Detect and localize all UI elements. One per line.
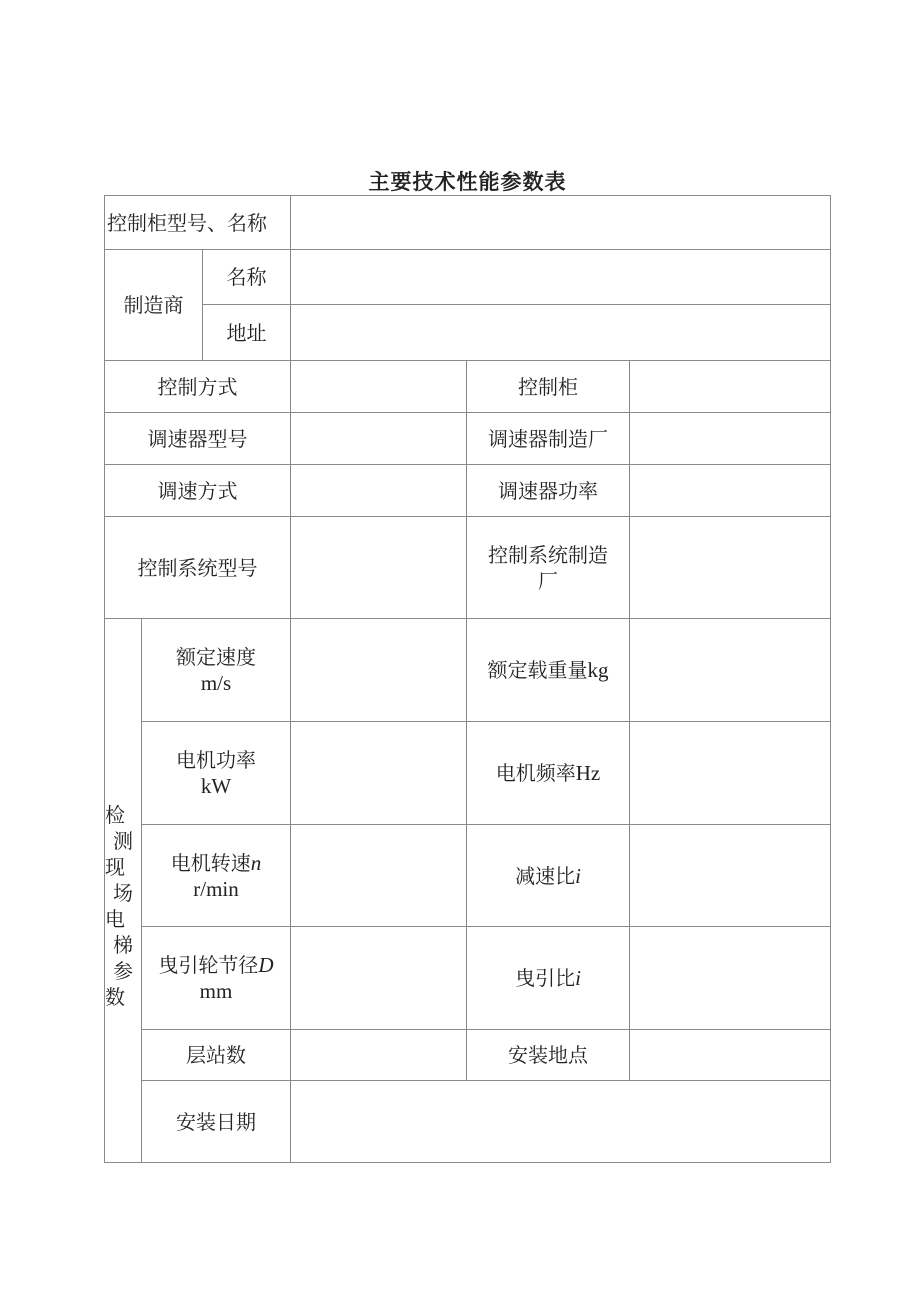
control-system-model-value[interactable]: [291, 517, 467, 619]
motor-frequency-value[interactable]: [630, 722, 831, 825]
motor-speed-label: [142, 825, 291, 927]
rated-load-text: 额定载重量: [487, 658, 588, 682]
rated-speed-unit: m/s: [200, 671, 232, 695]
table-row: [105, 517, 831, 619]
group-char: 现: [105, 854, 125, 879]
traction-ratio-label: [467, 927, 630, 1030]
traction-sheave-label: [142, 927, 291, 1030]
control-system-manufacturer-line1: 控制系统制造: [488, 542, 609, 567]
governor-power-label: 调速器功率: [467, 465, 630, 517]
motor-power-value[interactable]: [291, 722, 467, 825]
traction-ratio-value[interactable]: [630, 927, 831, 1030]
control-system-manufacturer-label: [467, 517, 630, 619]
table-row: [105, 1081, 831, 1163]
group-char: 场: [113, 880, 133, 905]
control-cabinet-model-value[interactable]: [291, 196, 831, 250]
reduction-ratio-text: 减速比: [515, 863, 576, 888]
motor-speed-value[interactable]: [291, 825, 467, 927]
table-row: [105, 927, 831, 1030]
motor-speed-unit: r/min: [193, 876, 239, 901]
control-cabinet-label: 控制柜: [467, 361, 630, 413]
traction-sheave-symbol: D: [258, 953, 274, 977]
floors-stations-value[interactable]: [291, 1030, 467, 1081]
table-row: [105, 361, 831, 413]
speed-regulation-mode-label: 调速方式: [105, 465, 291, 517]
rated-speed-text: 额定速度: [176, 645, 256, 669]
table-row: [105, 465, 831, 517]
rated-load-label: [467, 619, 630, 722]
motor-speed-text: 电机转速: [170, 850, 251, 875]
floors-stations-label: 层站数: [142, 1030, 291, 1081]
traction-ratio-symbol: i: [575, 966, 581, 990]
governor-manufacturer-label: 调速器制造厂: [467, 413, 630, 465]
rated-load-value[interactable]: [630, 619, 831, 722]
table-row: [105, 619, 831, 722]
motor-speed-symbol: n: [250, 850, 262, 875]
motor-frequency-label: [467, 722, 630, 825]
page-title: 主要技术性能参数表: [368, 170, 567, 194]
motor-power-label: [142, 722, 291, 825]
speed-regulation-mode-value[interactable]: [291, 465, 467, 517]
control-cabinet-value[interactable]: [630, 361, 831, 413]
table-row: [105, 196, 831, 250]
group-char: 电: [105, 906, 125, 931]
control-mode-label: 控制方式: [105, 361, 291, 413]
install-date-value[interactable]: [291, 1081, 831, 1163]
manufacturer-name-label: 名称: [203, 250, 291, 305]
governor-power-value[interactable]: [630, 465, 831, 517]
motor-frequency-text: 电机频率: [495, 761, 576, 785]
group-char: 数: [105, 984, 125, 1009]
table-row: [105, 825, 831, 927]
table-row: [105, 1030, 831, 1081]
governor-manufacturer-value[interactable]: [630, 413, 831, 465]
group-char: 测: [113, 828, 133, 853]
motor-power-text: 电机功率: [176, 748, 256, 772]
table-row: [105, 305, 831, 361]
traction-sheave-text: 曳引轮节径: [158, 953, 259, 977]
table-row: [105, 250, 831, 305]
reduction-ratio-symbol: i: [575, 863, 581, 888]
motor-speed-line1: [142, 850, 290, 876]
manufacturer-address-label: 地址: [203, 305, 291, 361]
control-system-model-label: 控制系统型号: [105, 517, 291, 619]
manufacturer-label: 制造商: [105, 250, 203, 361]
control-system-manufacturer-value[interactable]: [630, 517, 831, 619]
reduction-ratio-label: [467, 825, 630, 927]
control-system-manufacturer-line2: 厂: [538, 568, 559, 593]
group-char: 参: [113, 958, 133, 983]
motor-power-unit: kW: [200, 774, 232, 798]
control-cabinet-model-label: 控制柜型号、名称: [105, 196, 291, 250]
table-row: [105, 722, 831, 825]
install-date-label: 安装日期: [142, 1081, 291, 1163]
manufacturer-name-value[interactable]: [291, 250, 831, 305]
group-char: 梯: [113, 932, 133, 957]
rated-speed-value[interactable]: [291, 619, 467, 722]
install-location-value[interactable]: [630, 1030, 831, 1081]
rated-load-unit: kg: [587, 658, 609, 682]
motor-frequency-unit: Hz: [575, 761, 601, 785]
rated-speed-label: [142, 619, 291, 722]
manufacturer-address-value[interactable]: [291, 305, 831, 361]
install-location-label: 安装地点: [467, 1030, 630, 1081]
traction-ratio-text: 曳引比: [515, 966, 576, 990]
group-char: 检: [105, 802, 125, 827]
control-mode-value[interactable]: [291, 361, 467, 413]
governor-model-value[interactable]: [291, 413, 467, 465]
table-row: [105, 413, 831, 465]
traction-sheave-line1: [142, 952, 290, 978]
traction-sheave-value[interactable]: [291, 927, 467, 1030]
spec-table: [104, 195, 831, 1163]
reduction-ratio-value[interactable]: [630, 825, 831, 927]
traction-sheave-unit: mm: [199, 979, 233, 1003]
governor-model-label: 调速器型号: [105, 413, 291, 465]
params-group-label: [105, 619, 142, 1163]
